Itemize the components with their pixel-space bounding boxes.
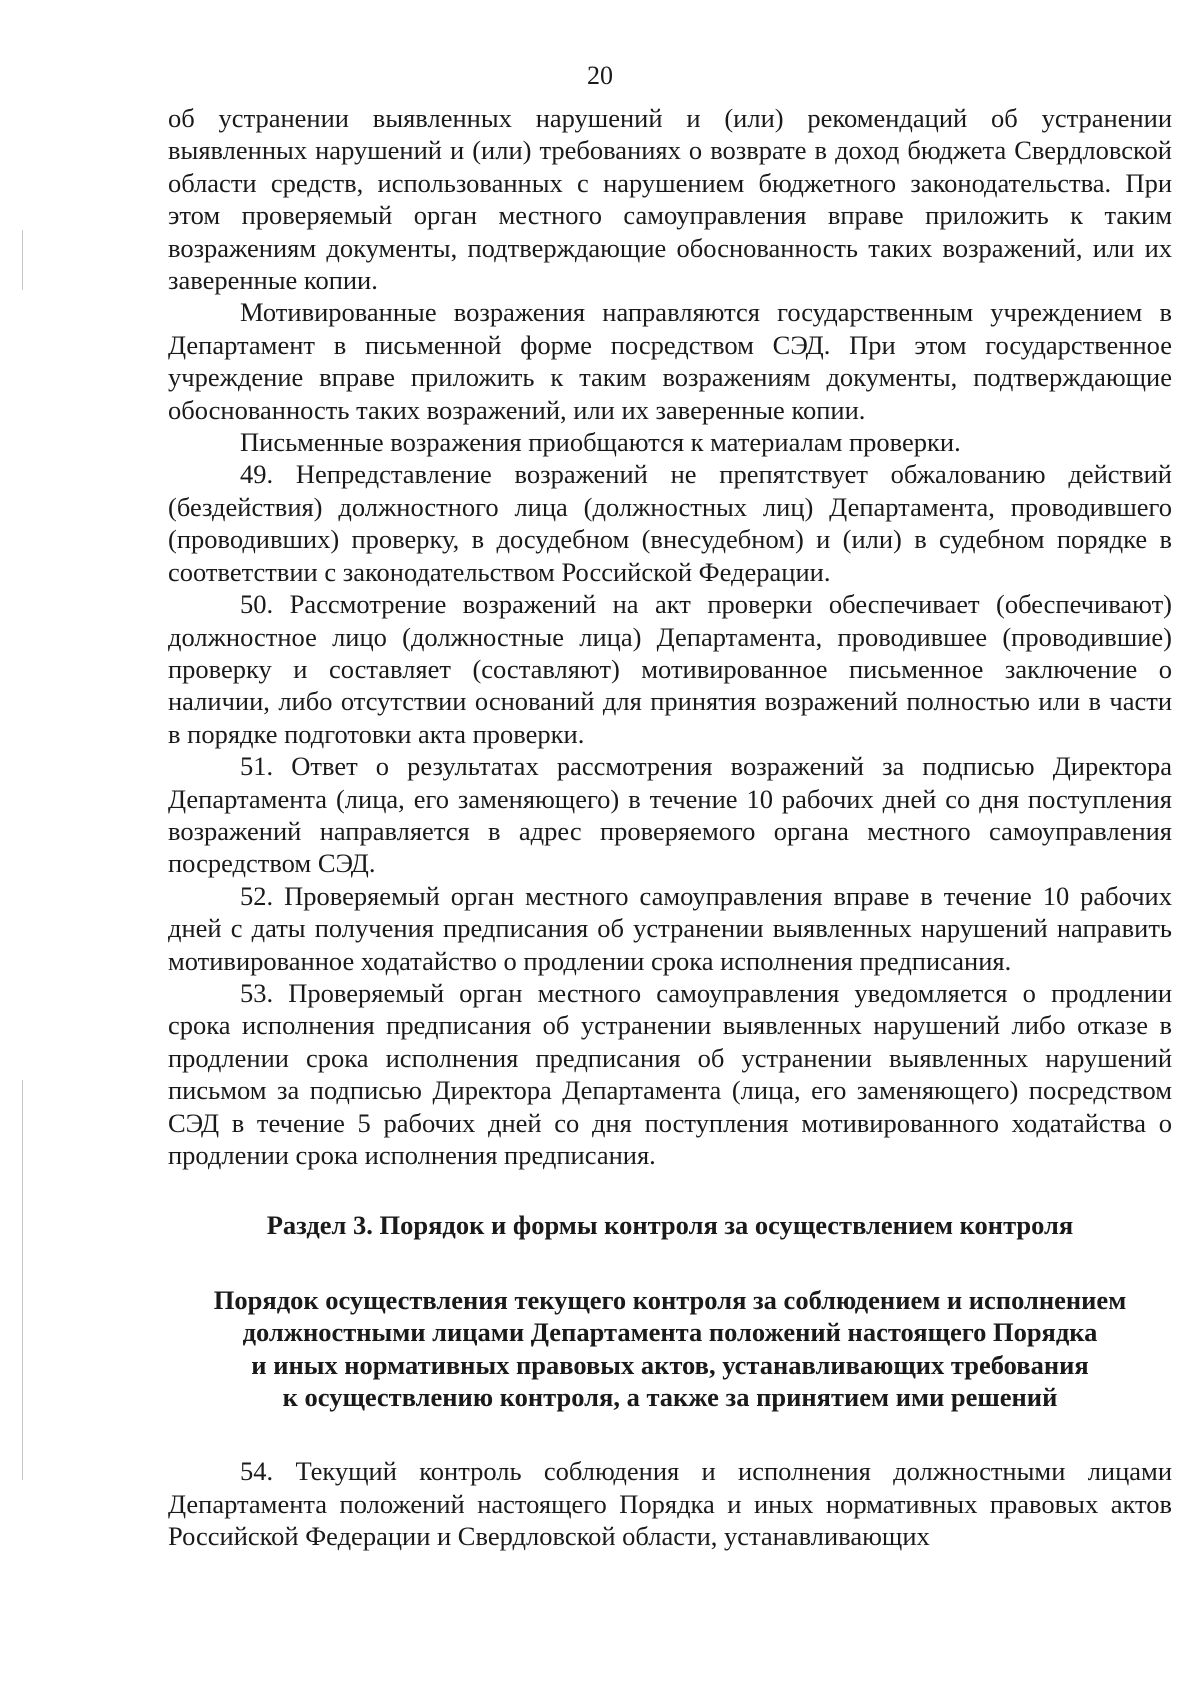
- paragraph-item-51: 51. Ответ о результатах рассмотрения возражений за подписью Директора Департамента (лица, его заменяющего) в течение 10 рабочих дней со дня поступления возражений направляется в адрес проверяемого органа местного самоуправления посредством СЭД.: [168, 751, 1172, 879]
- paragraph-item-54: 54. Текущий контроль соблюдения и исполнения должностными лицами Департамента положений настоящего Порядка и иных нормативных правовых актов Российской Федерации и Свердловской области, устанавливающих: [168, 1456, 1172, 1552]
- subsection-title: [168, 1284, 1172, 1414]
- page-number: 20: [587, 61, 613, 90]
- document-body: [168, 102, 1172, 1553]
- paragraph: Мотивированные возражения направляются государственным учреждением в Департамент в письменной форме посредством СЭД. При этом государственное учреждение вправе приложить к таким возражениям документы, подтверждающие обоснованность таких возражений, или их заверенные копии.: [168, 297, 1172, 425]
- section-title: Раздел 3. Порядок и формы контроля за осуществлением контроля: [266, 1210, 1074, 1241]
- paragraph: Письменные возражения приобщаются к материалам проверки.: [240, 427, 961, 458]
- subsection-title-line: Порядок осуществления текущего контроля за соблюдением и исполнением: [213, 1284, 1127, 1315]
- paragraph-item-50: 50. Рассмотрение возражений на акт проверки обеспечивает (обеспечивают) должностное лицо (должностные лица) Департамента, проводившее (проводившие) проверку и составляет (составляют) мотивированное письменное заключение о наличии, либо отсутствии оснований для принятия возражений полностью или в части в порядке подготовки акта проверки.: [168, 589, 1172, 749]
- scan-margin-line: [22, 230, 23, 290]
- subsection-title-line: и иных нормативных правовых актов, устанавливающих требования: [251, 1349, 1089, 1380]
- subsection-title-line: к осуществлению контроля, а также за принятием ими решений: [282, 1382, 1058, 1413]
- paragraph-item-49: 49. Непредставление возражений не препятствует обжалованию действий (бездействия) должностного лица (должностных лиц) Департамента, проводившего (проводивших) проверку, в досудебном (внесудебном) и (или) в судебном порядке в соответствии с законодательством Российской Федерации.: [168, 459, 1172, 587]
- subsection-title-line: должностными лицами Департамента положений настоящего Порядка: [242, 1317, 1098, 1348]
- paragraph-item-53: 53. Проверяемый орган местного самоуправления уведомляется о продлении срока исполнения предписания об устранении выявленных нарушений либо отказе в продлении срока исполнения предписания об устранении выявленных нарушений письмом за подписью Директора Департамента (лица, его заменяющего) посредством СЭД в течение 5 рабочих дней со дня поступления мотивированного ходатайства о продлении срока исполнения предписания.: [168, 977, 1172, 1170]
- scan-margin-line: [22, 1080, 23, 1480]
- paragraph-item-52: 52. Проверяемый орган местного самоуправления вправе в течение 10 рабочих дней с даты получения предписания об устранении выявленных нарушений направить мотивированное ходатайство о продлении срока исполнения предписания.: [168, 880, 1172, 976]
- paragraph-continuation: об устранении выявленных нарушений и (или) рекомендаций об устранении выявленных нарушений и (или) требованиях о возврате в доход бюджета Свердловской области средств, использованных с нарушением бюджетного законодательства. При этом проверяемый орган местного самоуправления вправе приложить к таким возражениям документы, подтверждающие обоснованность таких возражений, или их заверенные копии.: [168, 103, 1172, 296]
